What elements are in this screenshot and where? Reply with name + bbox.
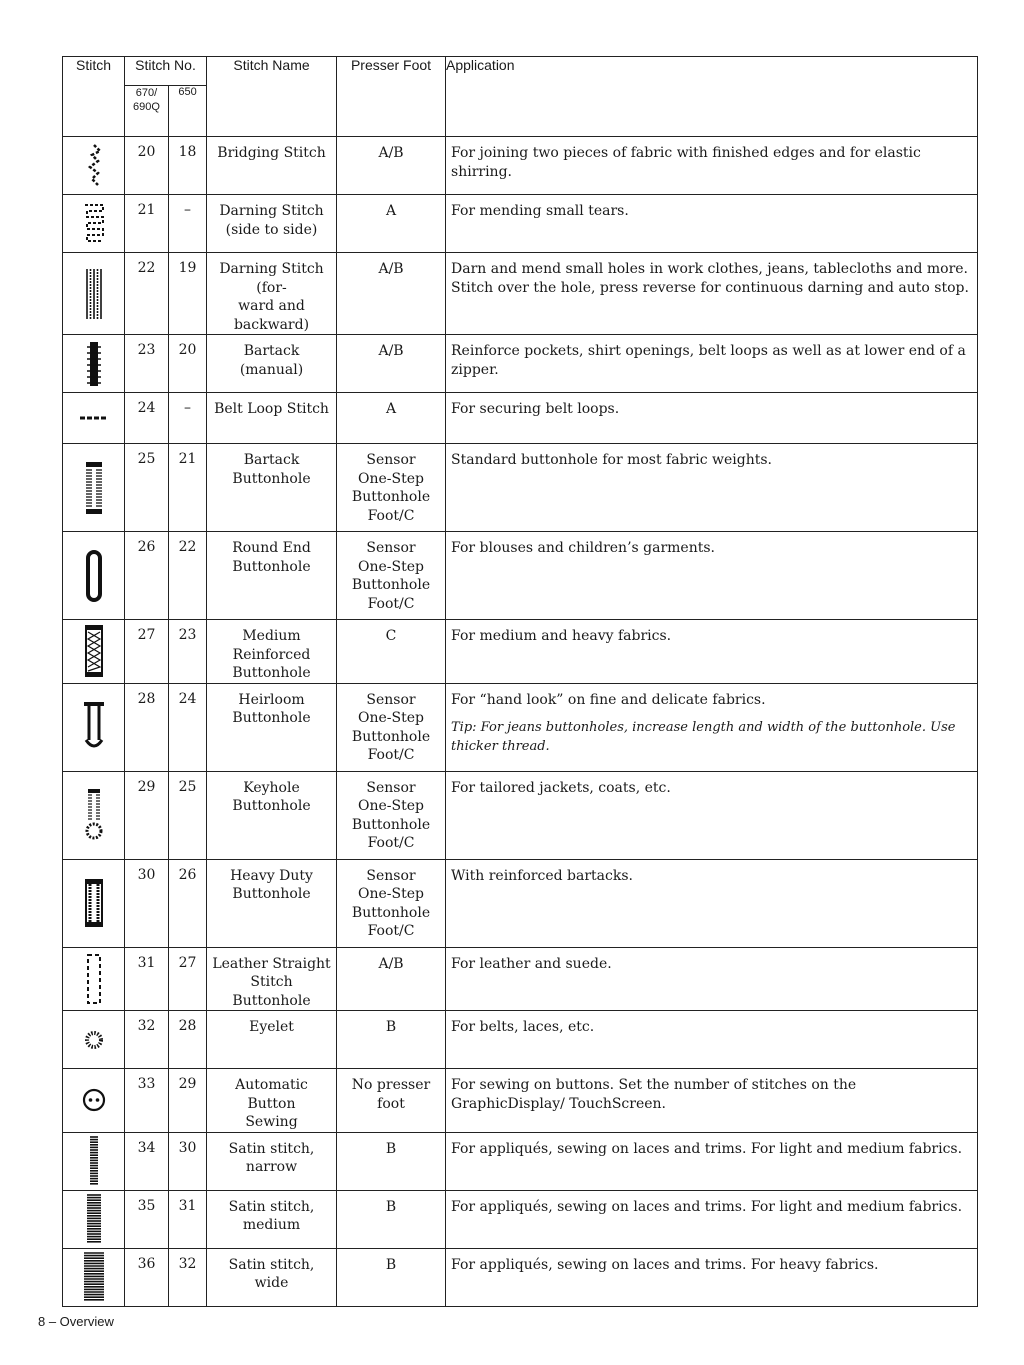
stitch-no-670: 27: [125, 620, 169, 684]
presser-foot: [337, 1069, 446, 1133]
header-model-650-label: 650: [178, 86, 197, 98]
stitch-no-670: 23: [125, 335, 169, 393]
application-text: With reinforced bartacks.: [451, 867, 633, 884]
stitch-name-text: Satin stitch, narrow: [228, 1140, 315, 1175]
table-row: [63, 859, 978, 947]
table-row: [63, 335, 978, 393]
presser-foot: [337, 444, 446, 532]
presser-foot-text: B: [385, 1019, 397, 1035]
table-row: [63, 683, 978, 771]
bartack-icon: [63, 341, 124, 387]
stitch-name: [207, 1132, 337, 1190]
darning-side-icon: [63, 202, 124, 246]
stitch-no-670: 26: [125, 532, 169, 620]
presser-foot-text: B: [385, 1198, 397, 1215]
header-model-650: [169, 86, 207, 137]
application-text: For leather and suede.: [451, 955, 612, 972]
table-row: [63, 1190, 978, 1248]
presser-foot: [337, 532, 446, 620]
reinforced-buttonhole-icon: [63, 625, 124, 677]
stitch-name-text: Round End Buttonhole: [232, 540, 311, 575]
stitch-no-670: 28: [125, 683, 169, 771]
heavy-duty-buttonhole-icon: [63, 879, 124, 927]
stitch-name: [207, 947, 337, 1011]
presser-foot-text: B: [385, 1140, 397, 1157]
stitch-name-text: Satin stitch, wide: [228, 1256, 315, 1291]
stitch-icon-cell: [63, 532, 125, 620]
application-text: For sewing on buttons. Set the number of stitches on the GraphicDisplay/ TouchScreen.: [451, 1077, 857, 1112]
leather-buttonhole-icon: [63, 953, 124, 1005]
application-text: For securing belt loops.: [451, 401, 620, 417]
stitch-name: [207, 335, 337, 393]
stitch-no-670: 24: [125, 393, 169, 444]
header-presser-foot-label: Presser Foot: [350, 57, 432, 73]
stitch-name-text: Bridging Stitch: [217, 145, 326, 161]
table-row: [63, 1248, 978, 1306]
stitch-icon-cell: [63, 1069, 125, 1133]
heirloom-buttonhole-icon: [63, 702, 124, 752]
stitch-no-650: 22: [169, 532, 207, 620]
application: [446, 1132, 978, 1190]
table-row: [63, 253, 978, 335]
presser-foot: [337, 859, 446, 947]
table-row: [63, 1011, 978, 1069]
stitch-name-text: Automatic Button Sewing: [235, 1077, 308, 1130]
stitch-icon-cell: [63, 859, 125, 947]
stitch-no-650: 21: [169, 444, 207, 532]
stitch-icon-cell: [63, 947, 125, 1011]
stitch-no-670: 21: [125, 195, 169, 253]
stitch-name-text: Darning Stitch (side to side): [219, 203, 324, 238]
table-row: [63, 1069, 978, 1133]
stitch-no-650: 20: [169, 335, 207, 393]
table-row: [63, 393, 978, 444]
stitch-no-670: 20: [125, 137, 169, 195]
header-stitch-no-label: Stitch No.: [135, 57, 196, 73]
presser-foot: [337, 947, 446, 1011]
stitch-name: [207, 771, 337, 859]
application-tip: Tip: For jeans buttonholes, increase length and width of the buttonhole. Use thicker thread.: [451, 719, 956, 754]
table-row: [63, 771, 978, 859]
stitch-icon-cell: [63, 1011, 125, 1069]
stitch-icon-cell: [63, 393, 125, 444]
presser-foot-text: A/B: [378, 145, 404, 161]
application: [446, 1069, 978, 1133]
presser-foot: [337, 1132, 446, 1190]
stitch-name: [207, 393, 337, 444]
presser-foot: [337, 253, 446, 335]
stitch-no-650: 23: [169, 620, 207, 684]
presser-foot-text: Sensor One-Step Buttonhole Foot/C: [351, 452, 431, 524]
table-row: [63, 532, 978, 620]
stitch-no-670: 31: [125, 947, 169, 1011]
application: [446, 253, 978, 335]
stitch-table: [62, 56, 978, 1307]
application-text: For “hand look” on fine and delicate fabrics.: [451, 691, 766, 708]
application: [446, 859, 978, 947]
stitch-no-650: 30: [169, 1132, 207, 1190]
stitch-name: [207, 1069, 337, 1133]
stitch-no-670: 25: [125, 444, 169, 532]
application: [446, 683, 978, 771]
header-application: [446, 57, 978, 137]
stitch-no-650: 24: [169, 683, 207, 771]
presser-foot-text: Sensor One-Step Buttonhole Foot/C: [351, 540, 431, 612]
stitch-icon-cell: [63, 137, 125, 195]
application-text: For mending small tears.: [451, 203, 629, 219]
stitch-no-670: 32: [125, 1011, 169, 1069]
presser-foot: [337, 1190, 446, 1248]
stitch-no-670: 36: [125, 1248, 169, 1306]
table-row: [63, 444, 978, 532]
stitch-icon-cell: [63, 1248, 125, 1306]
presser-foot-text: A: [385, 203, 397, 219]
application: [446, 1011, 978, 1069]
application: [446, 532, 978, 620]
header-model-670-label: 670/ 690Q: [133, 87, 160, 113]
stitch-name: [207, 620, 337, 684]
stitch-no-650: –: [169, 393, 207, 444]
header-stitch: [63, 57, 125, 137]
stitch-name-text: Bartack Buttonhole: [232, 452, 311, 487]
stitch-icon-cell: [63, 195, 125, 253]
stitch-name-text: Eyelet: [249, 1019, 294, 1035]
eyelet-icon: [63, 1029, 124, 1051]
satin-narrow-icon: [63, 1136, 124, 1186]
presser-foot: [337, 1011, 446, 1069]
table-row: [63, 1132, 978, 1190]
application: [446, 620, 978, 684]
application-text: For appliqués, sewing on laces and trims. For light and medium fabrics.: [451, 1140, 963, 1157]
stitch-icon-cell: [63, 683, 125, 771]
application-text: For medium and heavy fabrics.: [451, 628, 672, 644]
darning-forward-icon: [63, 268, 124, 320]
bartack-buttonhole-icon: [63, 462, 124, 514]
application-text: For belts, laces, etc.: [451, 1019, 595, 1035]
application-text: For appliqués, sewing on laces and trims. For light and medium fabrics.: [451, 1198, 963, 1215]
stitch-icon-cell: [63, 620, 125, 684]
presser-foot: [337, 771, 446, 859]
stitch-no-650: 18: [169, 137, 207, 195]
stitch-name-text: Medium Reinforced Buttonhole: [232, 628, 311, 681]
stitch-no-670: 34: [125, 1132, 169, 1190]
stitch-name: [207, 1011, 337, 1069]
presser-foot-text: A/B: [378, 343, 404, 359]
stitch-name: [207, 859, 337, 947]
stitch-name-text: Satin stitch, medium: [228, 1198, 315, 1233]
stitch-name-text: Leather Straight Stitch Buttonhole: [212, 955, 331, 1009]
header-stitch-name-label: Stitch Name: [233, 57, 310, 73]
header-presser-foot: [337, 57, 446, 137]
application: [446, 444, 978, 532]
page-footer: 8 – Overview: [38, 1314, 114, 1329]
presser-foot-text: Sensor One-Step Buttonhole Foot/C: [351, 779, 431, 851]
bridging-stitch-icon: [63, 143, 124, 189]
keyhole-buttonhole-icon: [63, 789, 124, 841]
stitch-no-670: 33: [125, 1069, 169, 1133]
application: [446, 335, 978, 393]
application: [446, 1190, 978, 1248]
application-text: Reinforce pockets, shirt openings, belt loops as well as at lower end of a zipper.: [451, 343, 966, 378]
stitch-icon-cell: [63, 1190, 125, 1248]
presser-foot: [337, 620, 446, 684]
stitch-no-670: 29: [125, 771, 169, 859]
application-text: Darn and mend small holes in work clothes, jeans, tablecloths and more. Stitch over the hole, press reverse for continuous darning and auto stop.: [451, 261, 969, 296]
stitch-no-670: 30: [125, 859, 169, 947]
stitch-icon-cell: [63, 771, 125, 859]
presser-foot: [337, 137, 446, 195]
stitch-name: [207, 1248, 337, 1306]
stitch-name: [207, 253, 337, 335]
application-text: Standard buttonhole for most fabric weights.: [451, 452, 772, 468]
presser-foot-text: Sensor One-Step Buttonhole Foot/C: [351, 867, 431, 939]
stitch-name: [207, 683, 337, 771]
stitch-name-text: Belt Loop Stitch: [214, 401, 329, 417]
application: [446, 137, 978, 195]
stitch-no-650: 25: [169, 771, 207, 859]
stitch-name: [207, 1190, 337, 1248]
round-end-buttonhole-icon: [63, 550, 124, 602]
application: [446, 195, 978, 253]
belt-loop-icon: [63, 415, 124, 421]
stitch-no-650: 29: [169, 1069, 207, 1133]
header-stitch-label: Stitch: [75, 57, 111, 73]
stitch-no-650: 31: [169, 1190, 207, 1248]
stitch-name-text: Darning Stitch (for- ward and backward): [219, 261, 324, 333]
table-row: [63, 620, 978, 684]
application: [446, 393, 978, 444]
stitch-no-650: 28: [169, 1011, 207, 1069]
stitch-no-650: 27: [169, 947, 207, 1011]
header-application-label: Application: [446, 57, 515, 73]
header-stitch-name: [207, 57, 337, 137]
presser-foot-text: A/B: [378, 955, 404, 972]
stitch-no-670: 35: [125, 1190, 169, 1248]
presser-foot: [337, 335, 446, 393]
presser-foot: [337, 195, 446, 253]
stitch-icon-cell: [63, 1132, 125, 1190]
stitch-no-650: 19: [169, 253, 207, 335]
stitch-icon-cell: [63, 335, 125, 393]
stitch-name: [207, 532, 337, 620]
presser-foot-text: A/B: [378, 261, 404, 277]
application: [446, 771, 978, 859]
application-text: For tailored jackets, coats, etc.: [451, 779, 671, 796]
button-sewing-icon: [63, 1088, 124, 1112]
presser-foot-text: Sensor One-Step Buttonhole Foot/C: [351, 691, 431, 763]
table-row: [63, 137, 978, 195]
application: [446, 947, 978, 1011]
stitch-name: [207, 444, 337, 532]
stitch-name-text: Heavy Duty Buttonhole: [230, 867, 313, 902]
satin-wide-icon: [63, 1252, 124, 1302]
satin-medium-icon: [63, 1194, 124, 1244]
stitch-name-text: Bartack (manual): [239, 343, 304, 378]
presser-foot-text: B: [385, 1256, 397, 1273]
stitch-icon-cell: [63, 253, 125, 335]
presser-foot-text: C: [385, 628, 397, 644]
application-text: For appliqués, sewing on laces and trims. For heavy fabrics.: [451, 1256, 879, 1273]
header-model-670: [125, 86, 169, 137]
presser-foot: [337, 683, 446, 771]
stitch-no-650: 32: [169, 1248, 207, 1306]
presser-foot-text: A: [385, 401, 397, 417]
presser-foot-text: No presser foot: [351, 1077, 431, 1112]
stitch-no-670: 22: [125, 253, 169, 335]
stitch-icon-cell: [63, 444, 125, 532]
stitch-name: [207, 137, 337, 195]
stitch-no-650: 26: [169, 859, 207, 947]
presser-foot: [337, 393, 446, 444]
stitch-name-text: Heirloom Buttonhole: [232, 691, 311, 726]
table-row: [63, 947, 978, 1011]
application-text: For blouses and children’s garments.: [451, 540, 715, 556]
presser-foot: [337, 1248, 446, 1306]
stitch-no-650: –: [169, 195, 207, 253]
stitch-name: [207, 195, 337, 253]
application-text: For joining two pieces of fabric with finished edges and for elastic shirring.: [451, 145, 921, 180]
table-row: [63, 195, 978, 253]
application: [446, 1248, 978, 1306]
stitch-name-text: Keyhole Buttonhole: [232, 779, 311, 814]
header-stitch-no: [125, 57, 207, 86]
